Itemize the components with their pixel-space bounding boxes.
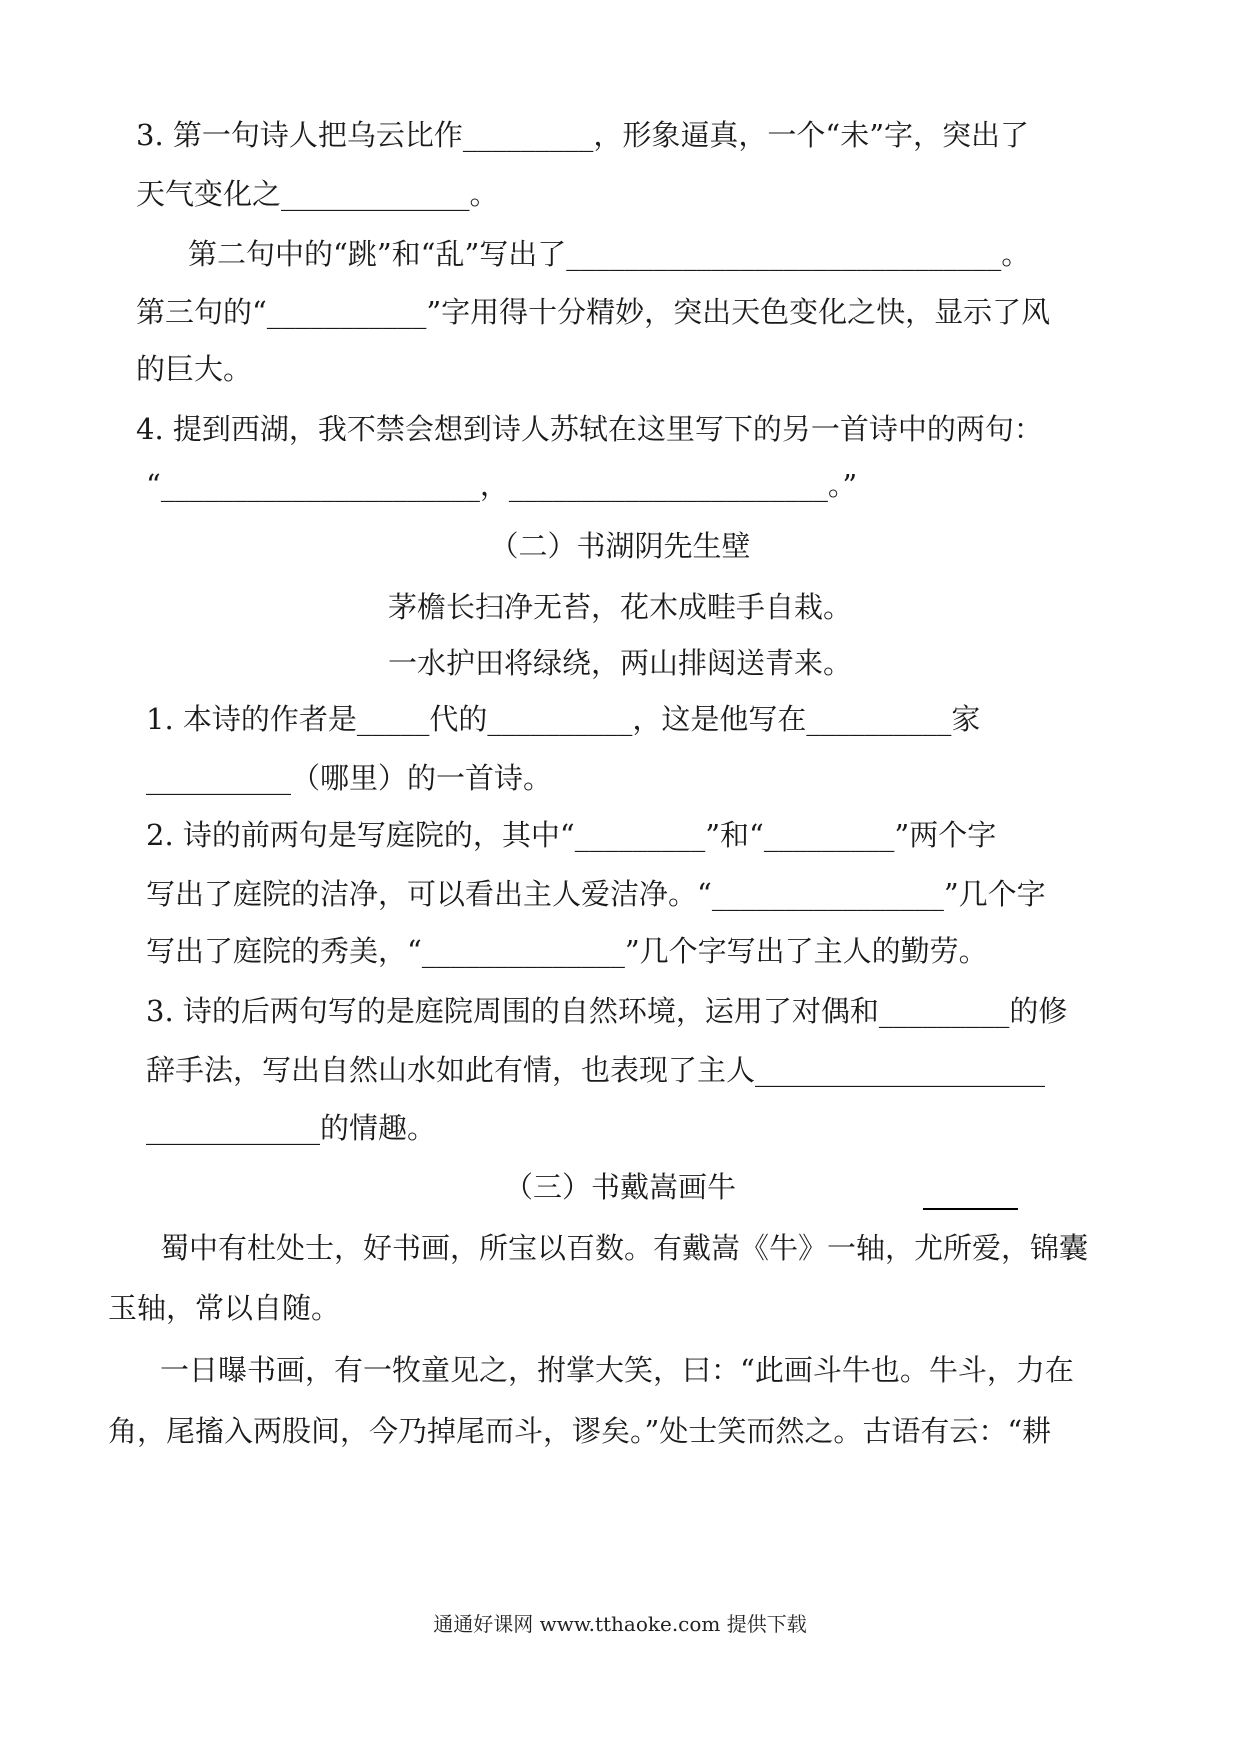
poem-line2: 一水护田将绿绕，两山排闼送青来。	[387, 646, 852, 680]
q3-line4: 第三句的“___________”字用得十分精妙，突出天色变化之快，显示了风	[136, 295, 1051, 329]
s3-p1-line1: 蜀中有杜处士，好书画，所宝以百数。有戴嵩《牛》一轴，尤所爱，锦囊	[160, 1231, 1089, 1265]
s2-q2-line3: 写出了庭院的秀美，“______________”几个字写出了主人的勤劳。	[146, 934, 988, 968]
q4-line2: “______________________，______________________。”	[146, 468, 858, 502]
poem-line1: 茅檐长扫净无苔，花木成畦手自栽。	[387, 590, 852, 624]
s2-q3-line2: 辞手法，写出自然山水如此有情，也表现了主人____________________	[146, 1053, 1046, 1087]
s2-q3-line3: ____________的情趣。	[146, 1111, 437, 1145]
s3-p2-line1: 一日曝书画，有一牧童见之，拊掌大笑，曰：“此画斗牛也。牛斗，力在	[160, 1353, 1074, 1387]
s2-q1-line2: __________（哪里）的一首诗。	[146, 761, 553, 795]
footer-credit: 通通好课网 www.tthaoke.com 提供下载	[433, 1612, 807, 1636]
q3-line2: 天气变化之_____________。	[136, 177, 499, 211]
section2-title: （二）书湖阴先生壁	[489, 529, 751, 563]
s3-p1-line2: 玉轴，常以自随。	[108, 1291, 341, 1325]
answer-underline	[923, 1208, 1018, 1210]
s2-q3-line1: 3. 诗的后两句写的是庭院周围的自然环境，运用了对偶和_________的修	[146, 994, 1068, 1028]
q3-line5: 的巨大。	[136, 352, 253, 386]
q3-line1: 3. 第一句诗人把乌云比作_________，形象逼真，一个“未”字，突出了	[136, 118, 1030, 152]
s2-q2-line1: 2. 诗的前两句是写庭院的，其中“_________”和“_________”两个字	[146, 818, 997, 852]
section3-title: （三）书戴嵩画牛	[503, 1170, 736, 1204]
s2-q1-line1: 1. 本诗的作者是_____代的__________，这是他写在__________家	[146, 702, 981, 736]
q3-line3: 第二句中的“跳”和“乱”写出了______________________________。	[188, 237, 1031, 271]
s2-q2-line2: 写出了庭院的洁净，可以看出主人爱洁净。“________________”几个字	[146, 877, 1046, 911]
s3-p2-line2: 角，尾搐入两股间，今乃掉尾而斗，谬矣。”处士笑而然之。古语有云：“耕	[108, 1414, 1052, 1448]
q4-line1: 4. 提到西湖，我不禁会想到诗人苏轼在这里写下的另一首诗中的两句：	[136, 412, 1043, 446]
